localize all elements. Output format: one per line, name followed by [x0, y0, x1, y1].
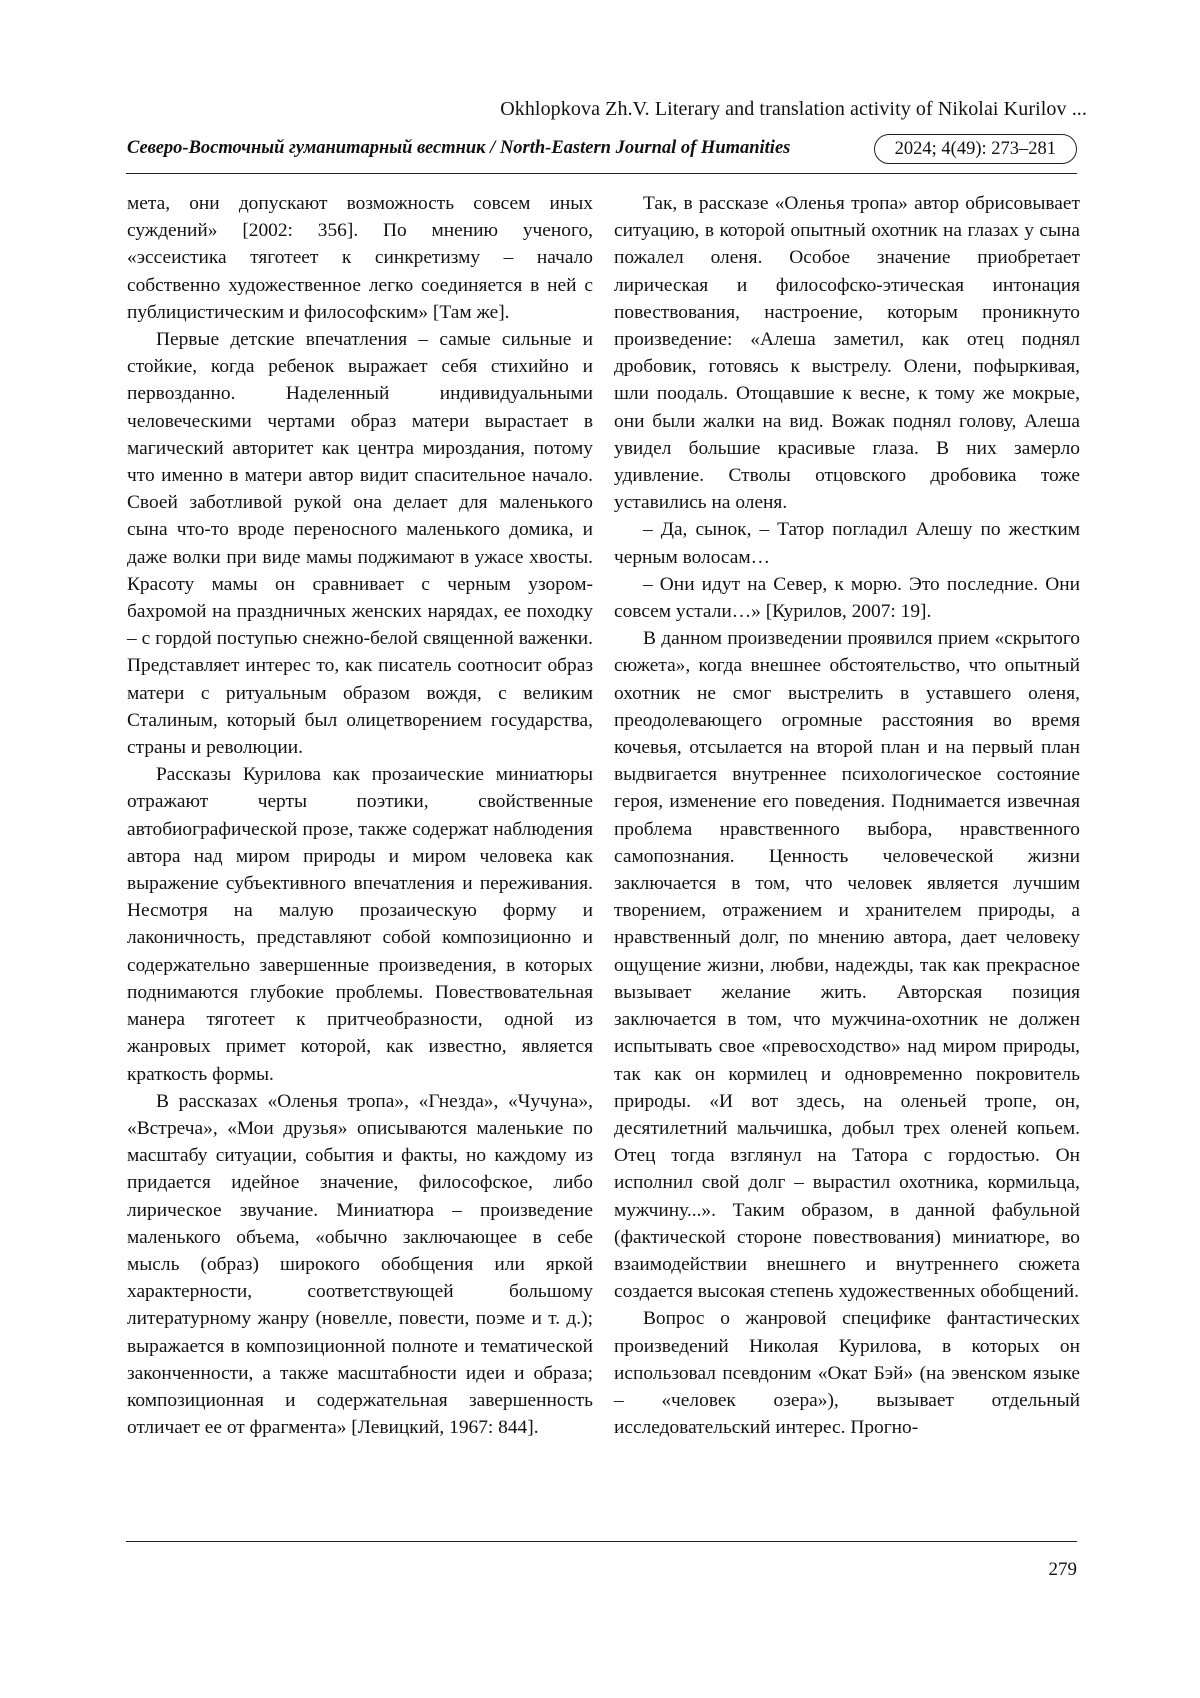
- journal-name: Северо-Восточный гуманитарный вестник / North-Eastern Journal of Humanities: [127, 138, 791, 158]
- paragraph: – Они идут на Север, к морю. Это последние. Они совсем устали…» [Курилов, 2007: 19].: [614, 573, 1080, 623]
- paragraph: В данном произведении проявился прием «скрытого сюжета», когда внешнее обстоятельство, что опытный охотник не смог выстрелить в уставшего оленя, преодолевающего огромные расстояния во время кочевья, отсылается на второй план и на первый план выдвигается внутреннее психологическое состояние героя, изменение его поведения. Поднимается извечная проблема нравственного выбора, нравственного самопознания. Ценность человеческой жизни заключается в том, что человек является лучшим творением, отражением и хранителем природы, а нравственный долг, по мнению автора, дает человеку ощущение жизни, любви, надежды, так как прекрасное вызывает желание жить. Авторская позиция заключается в том, что мужчина-охотник не должен испытывать свое «превосходство» над миром природы, так как он кормилец и одновременно покровитель природы. «И вот здесь, на оленьей тропе, он, десятилетний мальчишка, добыл трех оленей копьем. Отец тогда взглянул на Татора с гордостью. Он исполнил свой долг – вырастил охотника, кормильца, мужчину...». Таким образом, в данной фабульной (фактической стороне повествования) миниатюре, во взаимодействии внешнего и внутреннего сюжета создается высокая степень художественных обобщений.: [614, 628, 1080, 1303]
- paragraph: Вопрос о жанровой специфике фантастических произведений Николая Курилова, в которых он использовал псевдоним «Окат Бэй» (на эвенском языке – «человек озера»), вызывает отдельный исследовательский интерес. Прогно-: [614, 1308, 1080, 1439]
- paragraph: Так, в рассказе «Оленья тропа» автор обрисовывает ситуацию, в которой опытный охотник на глазах у сына пожалел оленя. Особое значение приобретает лирическая и философско-этическая интонация повествования, настроение, которым проникнуто произведение: «Алеша заметил, как отец поднял дробовик, готовясь к выстрелу. Олени, пофыркивая, шли поодаль. Отощавшие к весне, к тому же мокрые, они были жалки на вид. Вожак поднял голову, Алеша увидел большие красивые глаза. В них замерло удивление. Стволы отцовского дробовика тоже уставились на оленя.: [614, 193, 1080, 514]
- running-title: Okhlopkova Zh.V. Literary and translation activity of Nikolai Kurilov ...: [500, 98, 1087, 120]
- right-column: [614, 190, 1080, 1441]
- page-number: 279: [1048, 1559, 1077, 1580]
- footer-divider: [126, 1541, 1077, 1542]
- header-divider: [126, 173, 1077, 174]
- paragraph: Первые детские впечатления – самые сильные и стойкие, когда ребенок выражает себя стихийно и первозданно. Наделенный индивидуальными человеческими чертами образ матери вырастает в магический авторитет как центра мироздания, потому что именно в матери автор видит спасительное начало. Своей заботливой рукой она делает для маленького сына что-то вроде переносного маленького домика, и даже волки при виде мамы поджимают в ужасе хвосты. Красоту мамы он сравнивает с черным узором-бахромой на праздничных женских нарядах, ее походку – с гордой поступью снежно-белой священной важенки. Представляет интерес то, как писатель соотносит образ матери с ритуальным образом вождя, с великим Сталиным, который был олицетворением государства, страны и революции.: [127, 329, 593, 759]
- issue-badge: 2024; 4(49): 273–281: [874, 134, 1077, 164]
- paragraph: В рассказах «Оленья тропа», «Гнезда», «Чучуна», «Встреча», «Мои друзья» описываются маленькие по масштабу ситуации, события и факты, но каждому из придается идейное значение, философское, либо лирическое звучание. Миниатюра – произведение маленького объема, «обычно заключающее в себе мысль (образ) широкого обобщения или яркой характерности, соответствующей большому литературному жанру (новелле, повести, поэме и т. д.); выражается в композиционной полноте и тематической законченности, а также масштабности идеи и образа; композиционная и содержательная завершенность отличает ее от фрагмента» [Левицкий, 1967: 844].: [127, 1090, 593, 1439]
- paragraph: Рассказы Курилова как прозаические миниатюры отражают черты поэтики, свойственные автобиографической прозе, также содержат наблюдения автора над миром природы и миром человека как выражение субъективного впечатления и переживания. Несмотря на малую прозаическую форму и лаконичность, представляют собой композиционно и содержательно завершенные произведения, в которых поднимаются глубокие проблемы. Повествовательная манера тяготеет к притчеобразности, одной из жанровых примет которой, как известно, является краткость формы.: [127, 764, 593, 1085]
- paragraph: – Да, сынок, – Татор погладил Алешу по жестким черным волосам…: [614, 519, 1080, 568]
- paragraph: мета, они допускают возможность совсем иных суждений» [2002: 356]. По мнению ученого, «эссеистика тяготеет к синкретизму – начало собственно художественное легко соединяется в ней с публицистическим и философским» [Там же].: [127, 193, 593, 323]
- journal-header: [127, 132, 1077, 172]
- left-column: [127, 190, 593, 1441]
